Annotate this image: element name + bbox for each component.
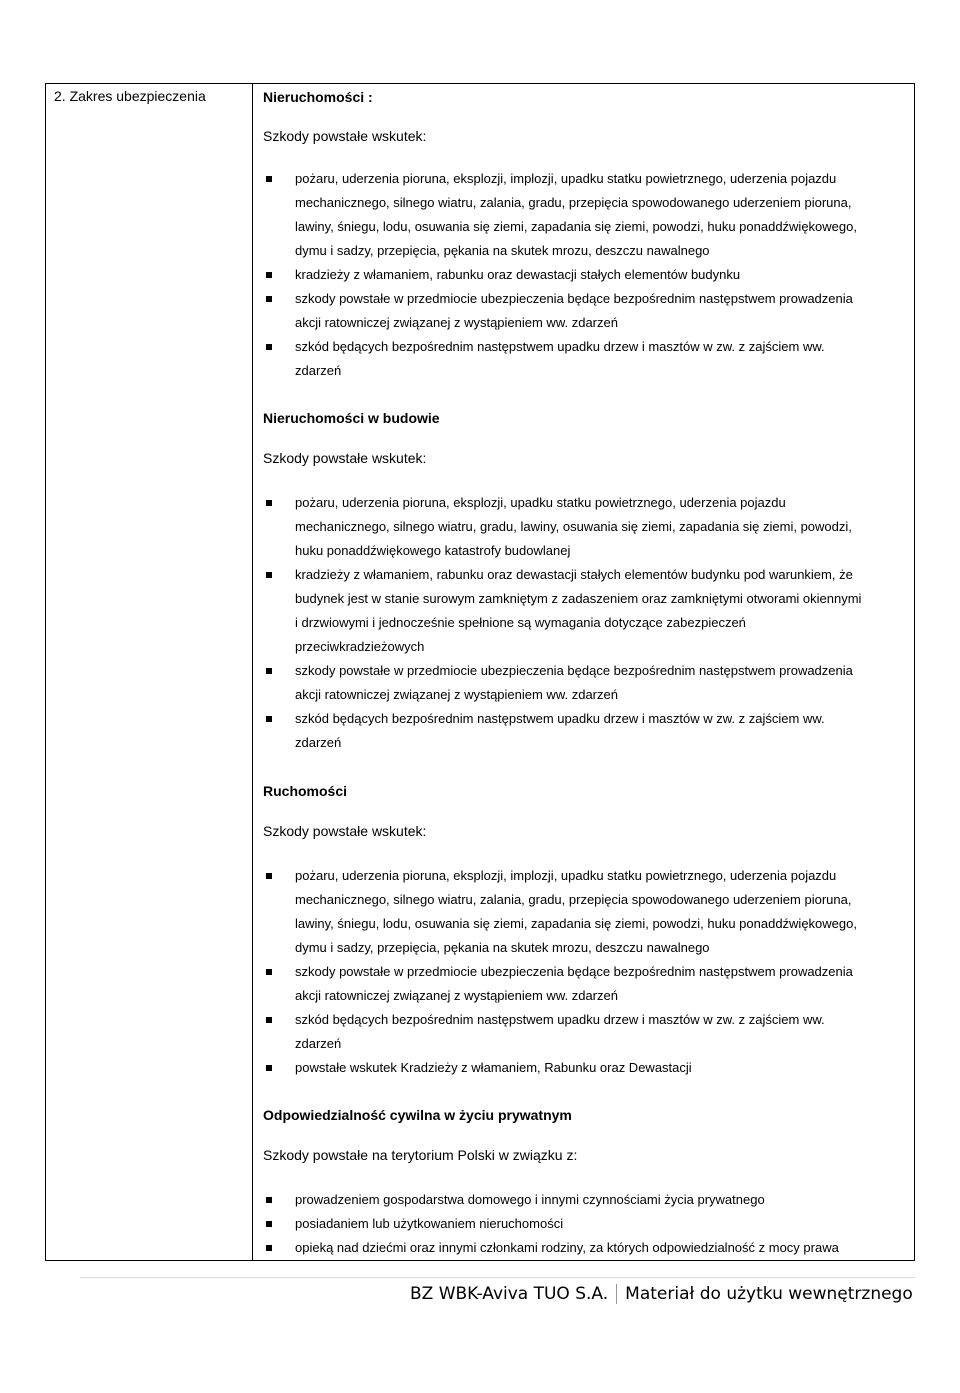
section-number-label: 2. Zakres ubezpieczenia: [54, 88, 206, 104]
bullet-line: huku ponaddźwiękowego katastrofy budowlanej: [295, 543, 571, 558]
bullet-list: [263, 167, 908, 383]
bullet-item: [263, 1212, 908, 1236]
bullet-item: [263, 960, 908, 1008]
bullet-item: [263, 1188, 908, 1212]
bullet-list: [263, 1188, 908, 1260]
footer-separator: [616, 1284, 617, 1304]
footer-note: Materiał do użytku wewnętrznego: [625, 1284, 913, 1304]
section-number-cell: [54, 86, 206, 106]
bullet-item: [263, 563, 908, 659]
bullet-line: szkody powstałe w przedmiocie ubezpieczenia będące bezpośrednim następstwem prowadzenia: [295, 291, 853, 306]
section-title: Ruchomości: [263, 783, 348, 799]
bullet-line: akcji ratowniczej związanej z wystąpieniem ww. zdarzeń: [295, 315, 618, 330]
section-intro: Szkody powstałe wskutek:: [263, 450, 427, 466]
bullet-item: [263, 1056, 908, 1080]
section-intro: Szkody powstałe na terytorium Polski w związku z:: [263, 1147, 578, 1163]
bullet-list: [263, 864, 908, 1080]
bullet-item: [263, 707, 908, 755]
bullet-line: szkód będących bezpośrednim następstwem upadku drzew i masztów w zw. z zajściem ww.: [295, 711, 825, 726]
bullet-item: [263, 659, 908, 707]
bullet-line: pożaru, uderzenia pioruna, eksplozji, implozji, upadku statku powietrznego, uderzenia pojazdu: [295, 171, 837, 186]
bullet-item: [263, 864, 908, 960]
bullet-line: szkód będących bezpośrednim następstwem upadku drzew i masztów w zw. z zajściem ww.: [295, 1012, 825, 1027]
bullet-line: zdarzeń: [295, 1036, 342, 1051]
bullet-line: lawiny, śniegu, lodu, osuwania się ziemi, zapadania się ziemi, powodzi, huku ponaddźwiękowego,: [295, 916, 857, 931]
section-intro: Szkody powstałe wskutek:: [263, 823, 427, 839]
bullet-line: szkód będących bezpośrednim następstwem upadku drzew i masztów w zw. z zajściem ww.: [295, 339, 825, 354]
bullet-line: lawiny, śniegu, lodu, osuwania się ziemi, zapadania się ziemi, powodzi, huku ponaddźwiękowego,: [295, 219, 857, 234]
bullet-item: [263, 167, 908, 263]
bullet-item: [263, 1008, 908, 1056]
bullet-line: akcji ratowniczej związanej z wystąpieniem ww. zdarzeń: [295, 988, 618, 1003]
section-intro: Szkody powstałe wskutek:: [263, 128, 427, 144]
bullet-item: [263, 263, 908, 287]
bullet-line: posiadaniem lub użytkowaniem nieruchomości: [295, 1216, 564, 1231]
section-title: Nieruchomości w budowie: [263, 410, 440, 426]
section-title: Nieruchomości :: [263, 89, 373, 105]
bullet-line: akcji ratowniczej związanej z wystąpieniem ww. zdarzeń: [295, 687, 618, 702]
bullet-line: zdarzeń: [295, 735, 342, 750]
bullet-line: zdarzeń: [295, 363, 342, 378]
bullet-item: [263, 287, 908, 335]
page-footer: [410, 1280, 913, 1308]
bullet-line: pożaru, uderzenia pioruna, eksplozji, implozji, upadku statku powietrznego, uderzenia pojazdu: [295, 868, 837, 883]
bullet-line: powstałe wskutek Kradzieży z włamaniem, Rabunku oraz Dewastacji: [295, 1060, 692, 1075]
bullet-list: [263, 491, 908, 755]
bullet-line: mechanicznego, silnego wiatru, zalania, gradu, przepięcia spowodowanego uderzeniem pioruna,: [295, 195, 852, 210]
bullet-line: opieką nad dziećmi oraz innymi członkami rodziny, za których odpowiedzialność z mocy prawa: [295, 1240, 839, 1255]
footer-divider: [80, 1277, 915, 1278]
bullet-line: prowadzeniem gospodarstwa domowego i innymi czynnościami życia prywatnego: [295, 1192, 765, 1207]
bullet-line: kradzieży z włamaniem, rabunku oraz dewastacji stałych elementów budynku pod warunkiem, że: [295, 567, 853, 582]
bullet-line: budynek jest w stanie surowym zamkniętym z zadaszeniem oraz zamkniętymi otworami okiennymi: [295, 591, 862, 606]
bullet-line: dymu i sadzy, przepięcia, pękania na skutek mrozu, deszczu nawalnego: [295, 940, 710, 955]
bullet-line: szkody powstałe w przedmiocie ubezpieczenia będące bezpośrednim następstwem prowadzenia: [295, 663, 853, 678]
bullet-item: [263, 335, 908, 383]
bullet-line: kradzieży z włamaniem, rabunku oraz dewastacji stałych elementów budynku: [295, 267, 741, 282]
bullet-line: i drzwiowymi i jednocześnie spełnione są wymagania dotyczące zabezpieczeń: [295, 615, 746, 630]
bullet-line: dymu i sadzy, przepięcia, pękania na skutek mrozu, deszczu nawalnego: [295, 243, 710, 258]
bullet-line: mechanicznego, silnego wiatru, gradu, lawiny, osuwania się ziemi, zapadania się ziemi, powodzi,: [295, 519, 852, 534]
column-divider: [252, 84, 253, 1260]
bullet-line: szkody powstałe w przedmiocie ubezpieczenia będące bezpośrednim następstwem prowadzenia: [295, 964, 853, 979]
bullet-line: przeciwkradzieżowych: [295, 639, 425, 654]
bullet-item: [263, 1236, 908, 1260]
bullet-line: mechanicznego, silnego wiatru, zalania, gradu, przepięcia spowodowanego uderzeniem pioruna,: [295, 892, 852, 907]
coverage-table: [45, 83, 915, 1261]
bullet-item: [263, 491, 908, 563]
bullet-line: pożaru, uderzenia pioruna, eksplozji, upadku statku powietrznego, uderzenia pojazdu: [295, 495, 786, 510]
section-title: Odpowiedzialność cywilna w życiu prywatnym: [263, 1107, 572, 1123]
footer-company: BZ WBK-Aviva TUO S.A.: [410, 1284, 609, 1304]
